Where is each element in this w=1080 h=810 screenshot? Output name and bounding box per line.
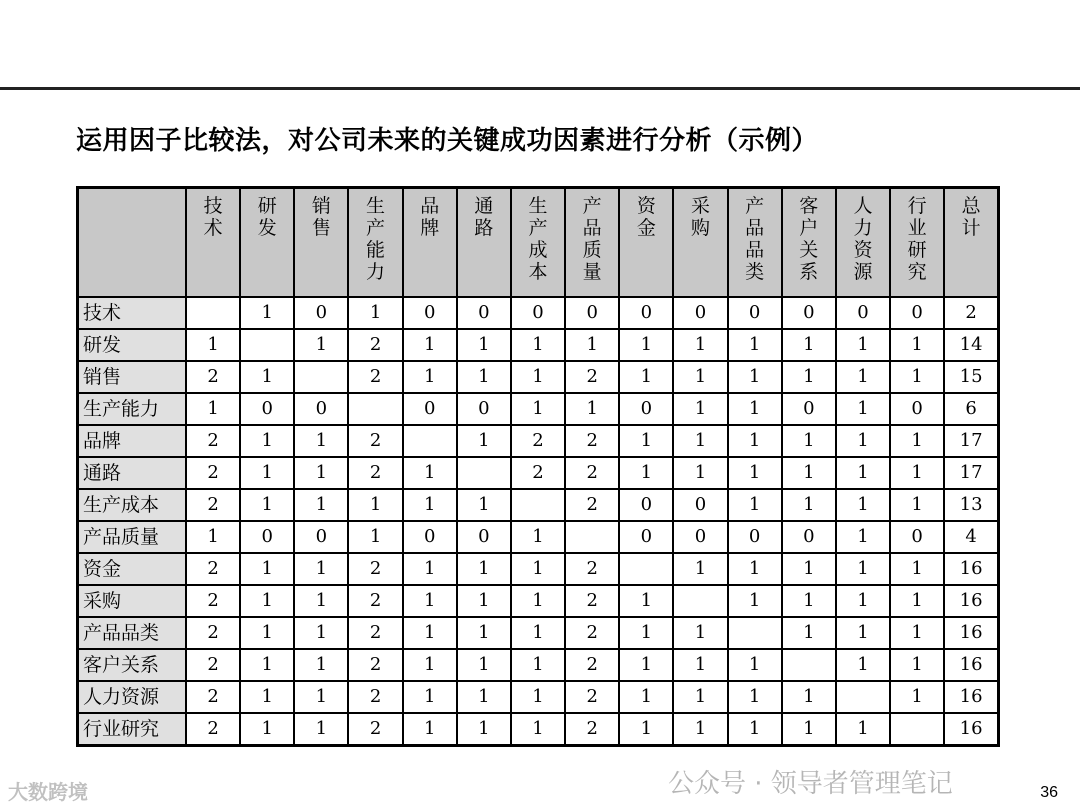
score-cell: 0	[782, 393, 836, 425]
score-cell	[457, 457, 511, 489]
column-header	[294, 188, 348, 298]
score-cell: 0	[673, 489, 727, 521]
score-cell	[619, 553, 673, 585]
table-row	[78, 521, 999, 553]
score-cell: 2	[186, 425, 240, 457]
column-header-label: 总计	[961, 195, 981, 239]
row-header: 产品品类	[78, 617, 187, 649]
table-row	[78, 361, 999, 393]
score-cell: 2	[186, 457, 240, 489]
score-cell: 1	[782, 617, 836, 649]
score-cell: 2	[348, 681, 402, 713]
column-header-label: 研发	[257, 195, 277, 239]
score-cell: 1	[619, 425, 673, 457]
column-header-label: 产品品类	[745, 195, 765, 283]
score-cell: 0	[728, 297, 782, 329]
score-cell: 0	[457, 297, 511, 329]
row-header: 产品质量	[78, 521, 187, 553]
row-header: 行业研究	[78, 713, 187, 746]
score-cell: 1	[728, 649, 782, 681]
score-cell	[673, 585, 727, 617]
score-cell: 1	[186, 393, 240, 425]
column-header-label: 行业研究	[907, 195, 927, 283]
score-cell: 1	[457, 329, 511, 361]
score-cell: 1	[836, 457, 890, 489]
score-cell: 1	[403, 553, 457, 585]
score-cell: 0	[890, 297, 944, 329]
score-cell: 1	[890, 489, 944, 521]
watermark-text: 公众号 · 领导者管理笔记	[668, 769, 953, 799]
score-cell: 0	[673, 521, 727, 553]
score-cell: 1	[240, 713, 294, 746]
score-cell: 1	[782, 489, 836, 521]
score-cell: 1	[836, 649, 890, 681]
total-cell: 16	[944, 617, 998, 649]
score-cell: 0	[457, 393, 511, 425]
score-cell: 0	[836, 297, 890, 329]
score-cell: 0	[565, 297, 619, 329]
score-cell: 1	[673, 617, 727, 649]
score-cell: 1	[782, 361, 836, 393]
score-cell: 0	[511, 297, 565, 329]
row-header: 人力资源	[78, 681, 187, 713]
row-header: 销售	[78, 361, 187, 393]
total-cell: 15	[944, 361, 998, 393]
column-header	[565, 188, 619, 298]
column-header	[240, 188, 294, 298]
score-cell: 1	[619, 361, 673, 393]
score-cell: 1	[403, 361, 457, 393]
watermark-logo: 大数跨境	[8, 780, 88, 804]
score-cell: 1	[728, 585, 782, 617]
score-cell: 2	[565, 713, 619, 746]
score-cell: 2	[348, 585, 402, 617]
score-cell: 2	[565, 585, 619, 617]
table-row	[78, 329, 999, 361]
score-cell: 2	[565, 457, 619, 489]
score-cell: 2	[186, 713, 240, 746]
score-cell: 0	[294, 297, 348, 329]
score-cell: 1	[294, 489, 348, 521]
score-cell: 1	[348, 489, 402, 521]
score-cell: 1	[565, 393, 619, 425]
table-row	[78, 617, 999, 649]
total-cell: 16	[944, 649, 998, 681]
total-cell: 17	[944, 425, 998, 457]
score-cell	[403, 425, 457, 457]
score-cell: 2	[565, 681, 619, 713]
score-cell: 2	[565, 489, 619, 521]
column-header-label: 采购	[690, 195, 710, 239]
score-cell: 1	[457, 425, 511, 457]
score-cell: 1	[294, 425, 348, 457]
column-header	[890, 188, 944, 298]
score-cell: 1	[673, 393, 727, 425]
total-cell: 16	[944, 585, 998, 617]
score-cell: 1	[890, 649, 944, 681]
score-cell: 0	[294, 393, 348, 425]
row-header: 技术	[78, 297, 187, 329]
score-cell: 2	[348, 329, 402, 361]
row-header: 品牌	[78, 425, 187, 457]
score-cell: 1	[294, 649, 348, 681]
score-cell: 1	[728, 425, 782, 457]
score-cell: 1	[457, 585, 511, 617]
score-cell: 1	[511, 617, 565, 649]
score-cell	[186, 297, 240, 329]
total-cell: 16	[944, 681, 998, 713]
score-cell: 1	[782, 425, 836, 457]
score-cell: 1	[511, 681, 565, 713]
column-header	[457, 188, 511, 298]
score-cell: 1	[294, 585, 348, 617]
total-cell: 14	[944, 329, 998, 361]
column-header-label: 通路	[474, 195, 494, 239]
table-header-row	[78, 188, 999, 298]
total-cell: 6	[944, 393, 998, 425]
score-cell: 1	[457, 681, 511, 713]
score-cell: 1	[890, 361, 944, 393]
score-cell: 1	[294, 617, 348, 649]
score-cell: 1	[403, 681, 457, 713]
score-cell: 1	[836, 521, 890, 553]
score-cell: 0	[403, 521, 457, 553]
table-row	[78, 553, 999, 585]
score-cell: 1	[186, 329, 240, 361]
score-cell	[565, 521, 619, 553]
score-cell	[348, 393, 402, 425]
score-cell: 1	[836, 329, 890, 361]
score-cell: 1	[294, 713, 348, 746]
column-header-label: 生产能力	[366, 195, 386, 283]
score-cell: 0	[619, 297, 673, 329]
table-row	[78, 585, 999, 617]
score-cell: 1	[457, 649, 511, 681]
score-cell: 0	[782, 521, 836, 553]
score-cell: 1	[240, 489, 294, 521]
column-header-label: 人力资源	[853, 195, 873, 283]
score-cell: 1	[511, 553, 565, 585]
score-cell: 2	[511, 457, 565, 489]
score-cell: 1	[728, 361, 782, 393]
total-cell: 16	[944, 553, 998, 585]
score-cell: 1	[890, 585, 944, 617]
score-cell	[782, 649, 836, 681]
score-cell: 2	[186, 553, 240, 585]
score-cell: 1	[511, 585, 565, 617]
score-cell: 1	[294, 329, 348, 361]
score-cell: 2	[186, 361, 240, 393]
score-cell: 1	[836, 425, 890, 457]
score-cell: 1	[782, 681, 836, 713]
score-cell: 1	[619, 617, 673, 649]
score-cell: 1	[782, 713, 836, 746]
score-cell: 1	[240, 553, 294, 585]
score-cell: 1	[511, 521, 565, 553]
score-cell: 1	[457, 553, 511, 585]
score-cell: 1	[890, 457, 944, 489]
score-cell: 1	[673, 425, 727, 457]
score-cell: 0	[619, 393, 673, 425]
score-cell: 1	[348, 521, 402, 553]
factor-comparison-table	[76, 186, 1000, 747]
table-row	[78, 649, 999, 681]
total-cell: 17	[944, 457, 998, 489]
score-cell: 1	[186, 521, 240, 553]
score-cell: 1	[836, 617, 890, 649]
header-rule	[0, 87, 1080, 90]
score-cell: 1	[619, 329, 673, 361]
score-cell: 1	[782, 329, 836, 361]
total-cell: 13	[944, 489, 998, 521]
score-cell: 2	[348, 617, 402, 649]
score-cell: 1	[836, 553, 890, 585]
score-cell: 1	[403, 649, 457, 681]
score-cell: 1	[728, 457, 782, 489]
total-cell: 4	[944, 521, 998, 553]
score-cell: 0	[240, 393, 294, 425]
score-cell: 1	[511, 649, 565, 681]
score-cell: 0	[890, 521, 944, 553]
score-cell: 0	[619, 489, 673, 521]
score-cell: 1	[403, 585, 457, 617]
score-cell: 0	[294, 521, 348, 553]
column-header	[673, 188, 727, 298]
score-cell: 2	[186, 649, 240, 681]
score-cell: 1	[890, 681, 944, 713]
score-cell: 1	[836, 393, 890, 425]
score-cell: 1	[673, 681, 727, 713]
score-cell: 1	[782, 553, 836, 585]
table-row	[78, 425, 999, 457]
score-cell: 1	[457, 361, 511, 393]
table-row	[78, 681, 999, 713]
score-cell	[511, 489, 565, 521]
score-cell: 2	[348, 457, 402, 489]
score-cell: 2	[348, 361, 402, 393]
column-header	[186, 188, 240, 298]
score-cell	[728, 617, 782, 649]
score-cell: 1	[294, 457, 348, 489]
row-header: 客户关系	[78, 649, 187, 681]
score-cell: 1	[728, 681, 782, 713]
score-cell: 1	[240, 585, 294, 617]
table-row	[78, 297, 999, 329]
score-cell: 1	[294, 681, 348, 713]
score-cell: 2	[348, 649, 402, 681]
score-cell: 0	[403, 393, 457, 425]
score-cell: 1	[782, 457, 836, 489]
score-cell: 1	[728, 553, 782, 585]
score-cell: 1	[511, 361, 565, 393]
score-cell: 2	[565, 425, 619, 457]
score-cell: 1	[890, 425, 944, 457]
row-header: 生产能力	[78, 393, 187, 425]
score-cell: 1	[240, 649, 294, 681]
score-cell: 1	[348, 297, 402, 329]
score-cell: 1	[457, 489, 511, 521]
score-cell: 1	[619, 457, 673, 489]
column-header	[348, 188, 402, 298]
score-cell: 1	[673, 713, 727, 746]
score-cell: 1	[403, 329, 457, 361]
score-cell: 0	[240, 521, 294, 553]
score-cell: 1	[619, 713, 673, 746]
score-cell: 0	[890, 393, 944, 425]
row-header: 通路	[78, 457, 187, 489]
score-cell: 1	[728, 713, 782, 746]
total-cell: 2	[944, 297, 998, 329]
score-cell: 2	[186, 681, 240, 713]
column-header	[403, 188, 457, 298]
score-cell: 1	[890, 329, 944, 361]
score-cell: 0	[728, 521, 782, 553]
score-cell: 2	[565, 617, 619, 649]
score-cell: 1	[403, 489, 457, 521]
row-header: 资金	[78, 553, 187, 585]
score-cell: 1	[836, 361, 890, 393]
score-cell: 1	[511, 393, 565, 425]
page-number: 36	[1040, 784, 1058, 801]
score-cell: 1	[890, 617, 944, 649]
score-cell: 1	[511, 713, 565, 746]
score-cell: 1	[240, 681, 294, 713]
score-cell	[294, 361, 348, 393]
score-cell: 0	[403, 297, 457, 329]
score-cell: 1	[240, 617, 294, 649]
column-header-label: 生产成本	[528, 195, 548, 283]
table-row	[78, 457, 999, 489]
score-cell	[836, 681, 890, 713]
score-cell: 1	[728, 329, 782, 361]
score-cell: 2	[348, 553, 402, 585]
column-header	[836, 188, 890, 298]
score-cell: 1	[240, 425, 294, 457]
score-cell: 1	[619, 585, 673, 617]
row-header: 生产成本	[78, 489, 187, 521]
score-cell: 1	[403, 713, 457, 746]
score-cell: 0	[457, 521, 511, 553]
column-header-label: 资金	[636, 195, 656, 239]
row-header: 研发	[78, 329, 187, 361]
column-header-label: 技术	[203, 195, 223, 239]
score-cell: 1	[836, 489, 890, 521]
column-header	[782, 188, 836, 298]
score-cell: 1	[511, 329, 565, 361]
column-header-label: 产品质量	[582, 195, 602, 283]
score-cell: 1	[728, 393, 782, 425]
score-cell: 1	[619, 681, 673, 713]
score-cell: 2	[511, 425, 565, 457]
score-cell: 2	[186, 585, 240, 617]
score-cell: 1	[240, 361, 294, 393]
score-cell: 1	[294, 553, 348, 585]
score-cell: 1	[403, 457, 457, 489]
table-row	[78, 393, 999, 425]
column-header	[728, 188, 782, 298]
column-header-label: 销售	[311, 195, 331, 239]
score-cell: 2	[186, 489, 240, 521]
score-cell: 2	[565, 553, 619, 585]
table-row	[78, 489, 999, 521]
score-cell: 1	[565, 329, 619, 361]
score-cell: 2	[565, 361, 619, 393]
score-cell: 1	[673, 361, 727, 393]
score-cell: 1	[619, 649, 673, 681]
score-cell: 1	[782, 585, 836, 617]
score-cell: 0	[673, 297, 727, 329]
score-cell	[890, 713, 944, 746]
column-header-label: 品牌	[420, 195, 440, 239]
column-header-label: 客户关系	[799, 195, 819, 283]
score-cell: 1	[673, 329, 727, 361]
score-cell: 0	[782, 297, 836, 329]
score-cell	[240, 329, 294, 361]
score-cell: 1	[836, 585, 890, 617]
slide-title: 运用因子比较法，对公司未来的关键成功因素进行分析（示例）	[76, 126, 819, 156]
column-header	[944, 188, 998, 298]
row-header: 采购	[78, 585, 187, 617]
score-cell: 1	[457, 617, 511, 649]
score-cell: 2	[348, 425, 402, 457]
score-cell: 2	[348, 713, 402, 746]
column-header	[511, 188, 565, 298]
table-row	[78, 713, 999, 746]
corner-cell	[78, 188, 187, 298]
score-cell: 1	[673, 649, 727, 681]
score-cell: 2	[565, 649, 619, 681]
score-cell: 1	[240, 457, 294, 489]
total-cell: 16	[944, 713, 998, 746]
score-cell: 1	[836, 713, 890, 746]
score-cell: 2	[186, 617, 240, 649]
column-header	[619, 188, 673, 298]
score-cell: 1	[457, 713, 511, 746]
score-cell: 1	[673, 457, 727, 489]
score-cell: 1	[240, 297, 294, 329]
score-cell: 1	[403, 617, 457, 649]
score-cell: 1	[673, 553, 727, 585]
score-cell: 1	[890, 553, 944, 585]
score-cell: 1	[728, 489, 782, 521]
score-cell: 0	[619, 521, 673, 553]
